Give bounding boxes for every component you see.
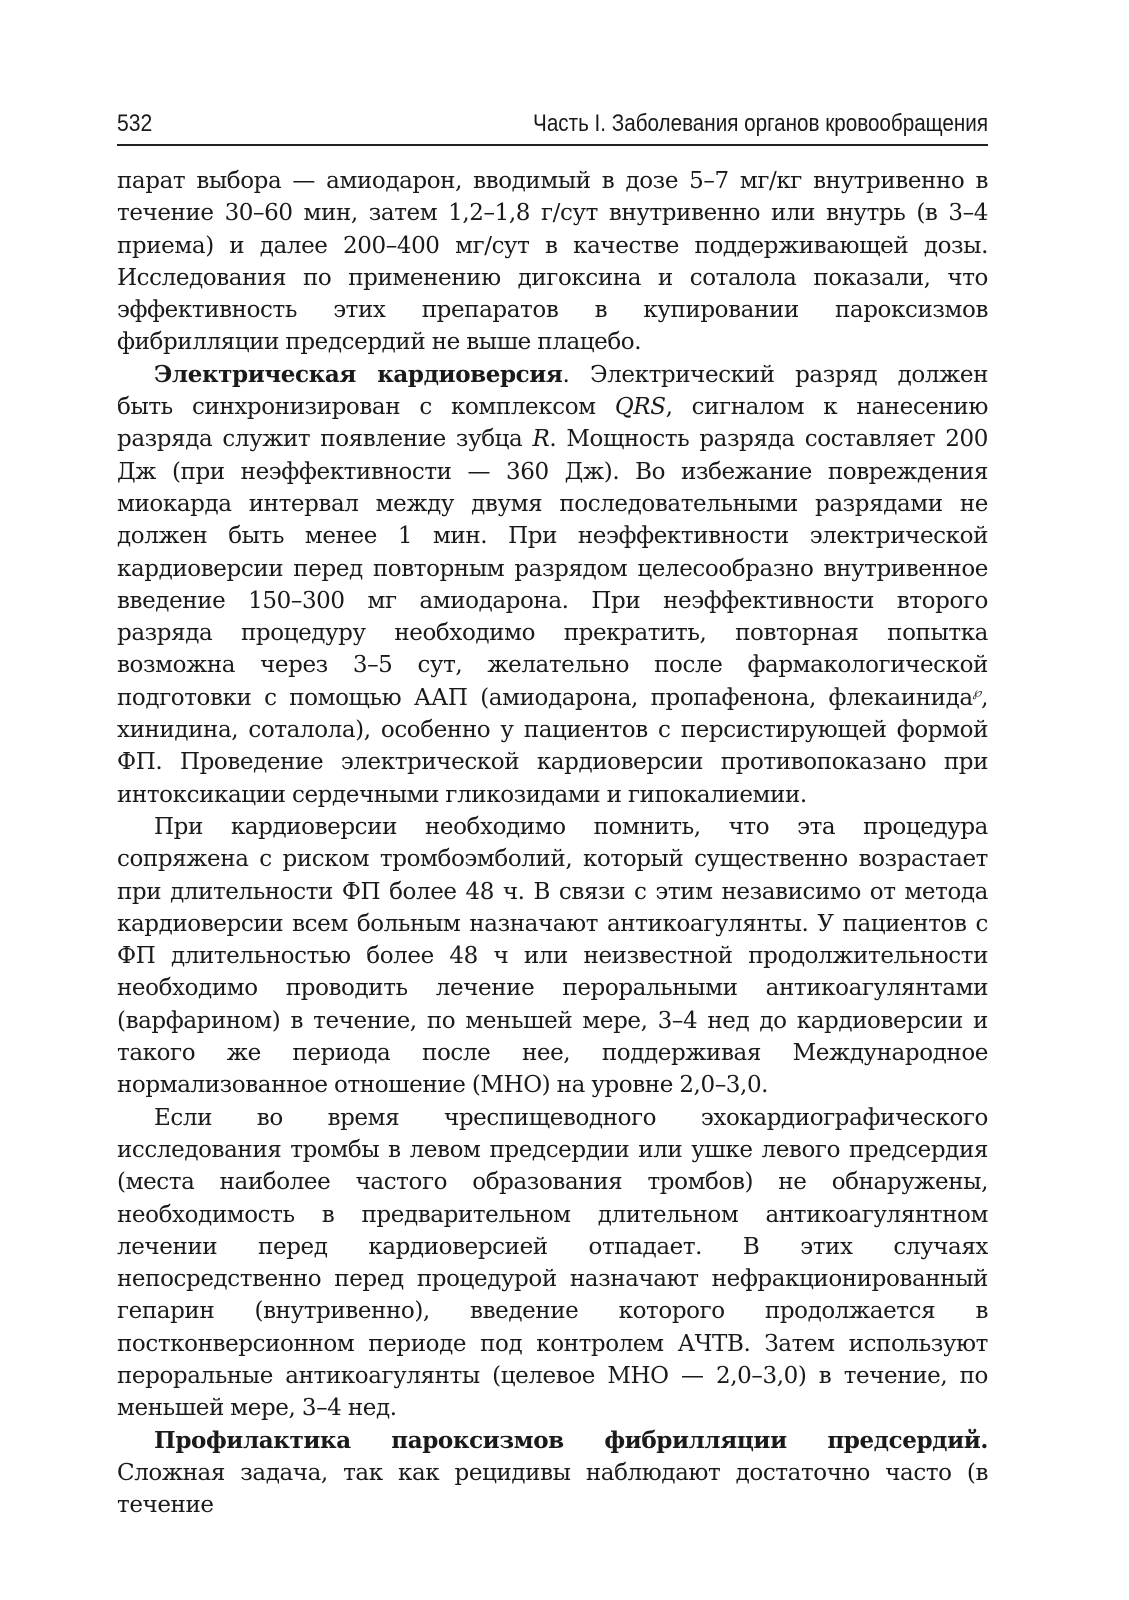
paragraph-amiodarone-dosing: парат выбора — амиодарон, вводимый в дозе 5–7 мг/кг внутривенно в течение 30–60 мин, затем 1,2–1,8 г/сут внутривенно или внутрь (в 3–4 приема) и далее 200–400 мг/сут в качестве поддерживающей дозы. Исследования по применению дигоксина и соталола показали, что эффективность этих препаратов в купировании пароксизмов фибрилляции предсердий не выше плацебо. xyxy=(117,168,988,356)
unregistered-drug-mark: ℘ xyxy=(972,684,982,700)
body-text xyxy=(117,165,988,1521)
heading-af-prophylaxis: Профилактика пароксизмов фибрилляции предсердий. xyxy=(154,1426,988,1454)
paragraph-electrical-cardioversion xyxy=(117,359,988,811)
paragraph-tee-heparin: Если во время чреспищеводного эхокардиографического исследования тромбы в левом предсердии или ушке левого предсердия (места наиболее частого образования тромбов) не обнаружены, необходимость в предварительном длительном антикоагулянтном лечении перед кардиоверсией отпадает. В этих случаях непосредственно перед процедурой назначают нефракционированный гепарин (внутривенно), введение которого продолжается в постконверсионном периоде под контролем АЧТВ. Затем используют пероральные антикоагулянты (целевое МНО — 2,0–3,0) в течение, по меньшей мере, 3–4 нед. xyxy=(117,1104,988,1422)
running-head xyxy=(117,108,988,146)
r-wave-term: R xyxy=(532,426,550,453)
text-fragment: . Электрический разряд должен быть синхронизирован с комплексом xyxy=(117,361,988,421)
text-fragment: . Мощность разряда составляет 200 Дж (при неэффективности — 360 Дж). Во избежание повреждения миокарда интервал между двумя последовательными разрядами не должен быть менее 1 мин. При неэффективности электрической кардиоверсии перед повторным разрядом целесообразно внутривенное введение 150–300 мг амиодарона. При неэффективности второго разряда процедуру необходимо прекратить, повторная попытка возможна через 3–5 сут, желательно после фармакологической подготовки с помощью ААП (амиодарона, пропафенона, флекаинида xyxy=(117,426,988,711)
qrs-term: QRS xyxy=(614,394,666,421)
text-fragment: Сложная задача, так как рецидивы наблюдают достаточно часто (в течение xyxy=(117,1459,988,1519)
heading-electrical-cardioversion: Электрическая кардиоверсия xyxy=(154,360,563,388)
page-number: 532 xyxy=(117,110,153,137)
paragraph-af-prophylaxis xyxy=(117,1425,988,1522)
chapter-title: Часть I. Заболевания органов кровообращения xyxy=(533,110,988,137)
text-fragment: , хинидина, соталола), особенно у пациентов с персистирующей формой ФП. Проведение электрической кардиоверсии противопоказано при интоксикации сердечными гликозидами и гипокалиемии. xyxy=(117,684,988,808)
paragraph-thromboembolism-risk: При кардиоверсии необходимо помнить, что эта процедура сопряжена с риском тромбоэмболий, который существенно возрастает при длительности ФП более 48 ч. В связи с этим независимо от метода кардиоверсии всем больным назначают антикоагулянты. У пациентов с ФП длительностью более 48 ч или неизвестной продолжительности необходимо проводить лечение пероральными антикоагулянтами (варфарином) в течение, по меньшей мере, 3–4 нед до кардиоверсии и такого же периода после нее, поддерживая Международное нормализованное отношение (МНО) на уровне 2,0–3,0. xyxy=(117,813,988,1099)
text-fragment: , сигналом к нанесению разряда служит появление зубца xyxy=(117,394,988,453)
